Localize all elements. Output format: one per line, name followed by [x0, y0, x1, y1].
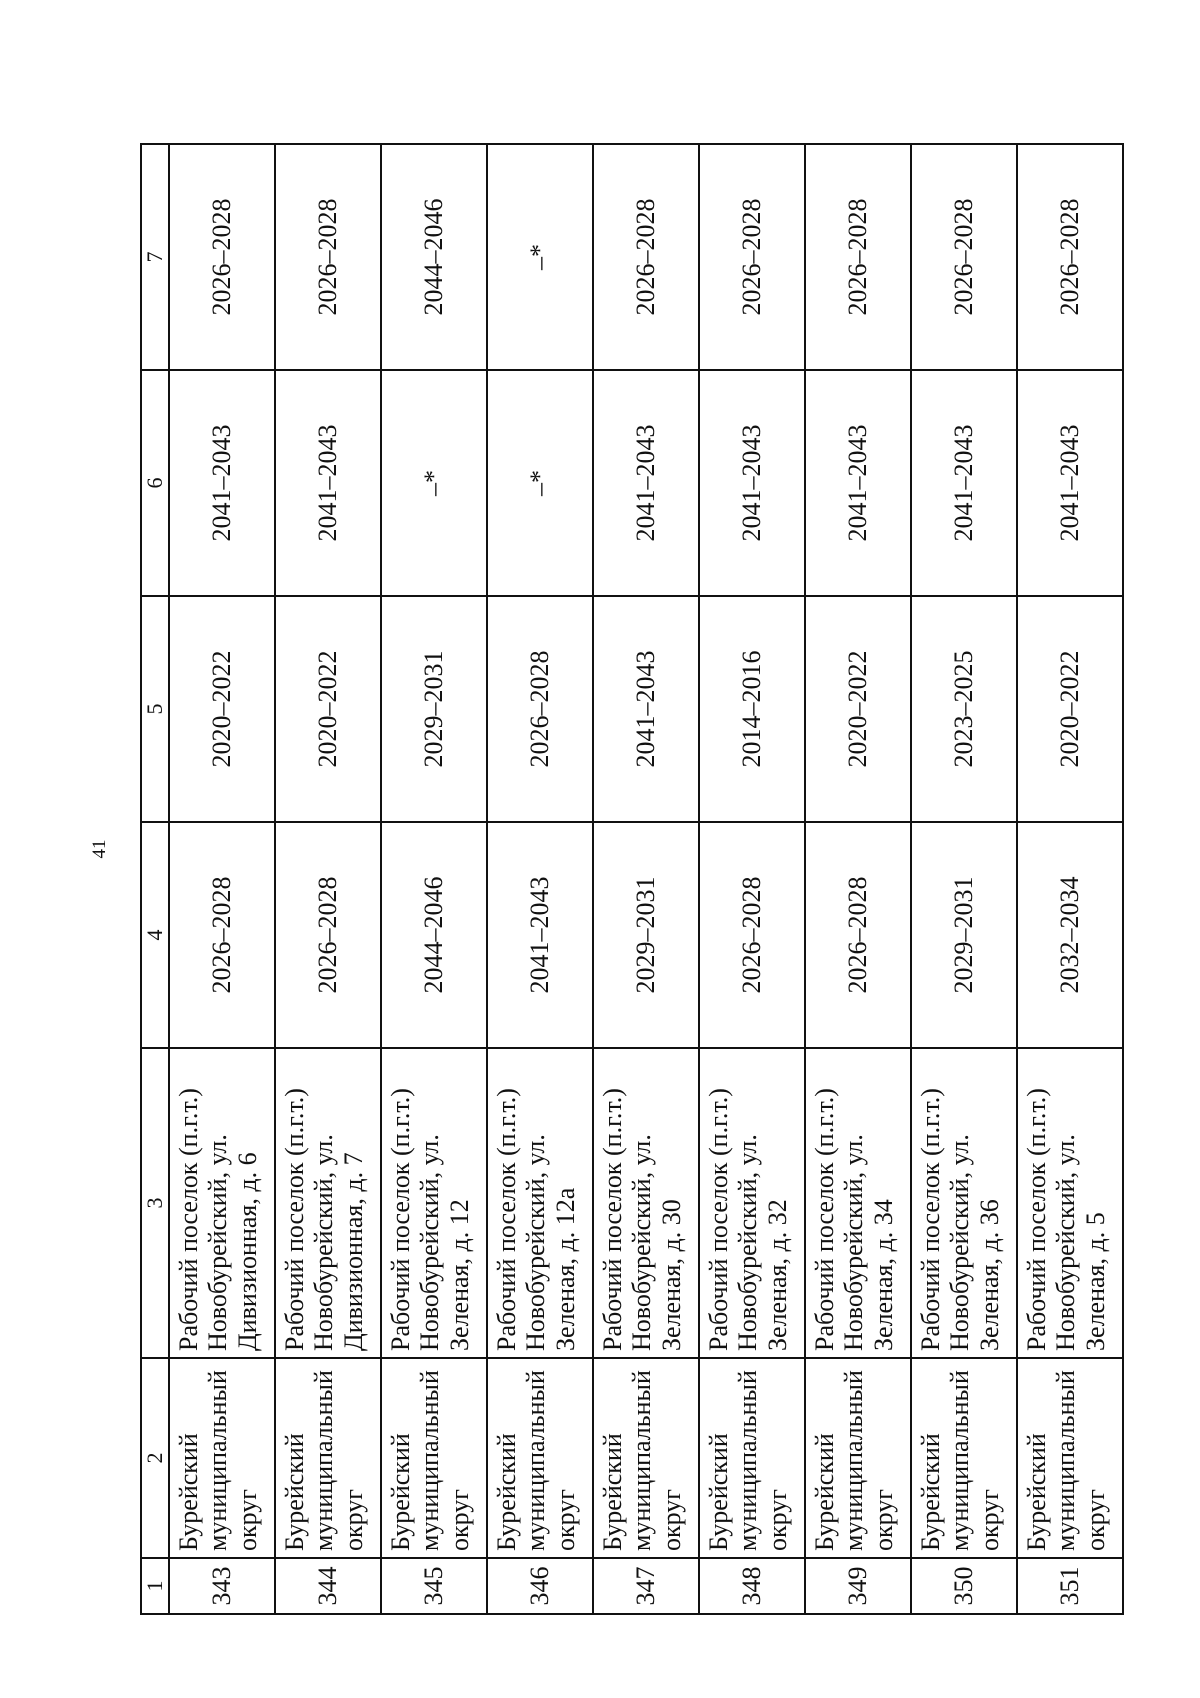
column-header: 2 [141, 1358, 169, 1558]
table-row [1017, 144, 1123, 1614]
cell-address: Рабочий поселок (п.г.т.) Новобурейский, ул. Зеленая, д. 30 [593, 1048, 699, 1358]
cell-address: Рабочий поселок (п.г.т.) Новобурейский, ул. Зеленая, д. 12а [487, 1048, 593, 1358]
table-body [169, 144, 1123, 1614]
cell-row-number: 348 [699, 1558, 805, 1614]
table-row [275, 144, 381, 1614]
cell-period-col-4: 2044–2046 [381, 822, 487, 1048]
cell-district: Бурейский муниципальный округ [911, 1358, 1017, 1558]
column-header: 4 [141, 822, 169, 1048]
cell-district: Бурейский муниципальный округ [275, 1358, 381, 1558]
cell-period-col-7: 2026–2028 [805, 144, 911, 370]
column-header: 1 [141, 1558, 169, 1614]
cell-district: Бурейский муниципальный округ [381, 1358, 487, 1558]
cell-period-col-7: 2026–2028 [911, 144, 1017, 370]
cell-period-col-4: 2041–2043 [487, 822, 593, 1048]
cell-district: Бурейский муниципальный округ [487, 1358, 593, 1558]
table-row [169, 144, 275, 1614]
cell-period-col-5: 2020–2022 [169, 596, 275, 822]
cell-address: Рабочий поселок (п.г.т.) Новобурейский, ул. Дивизионная, д. 7 [275, 1048, 381, 1358]
cell-period-col-6: 2041–2043 [699, 370, 805, 596]
table-row [381, 144, 487, 1614]
cell-period-col-6: 2041–2043 [169, 370, 275, 596]
column-header: 7 [141, 144, 169, 370]
cell-period-col-4: 2026–2028 [699, 822, 805, 1048]
cell-period-col-5: 2014–2016 [699, 596, 805, 822]
cell-period-col-7: –* [487, 144, 593, 370]
cell-period-col-5: 2020–2022 [805, 596, 911, 822]
cell-period-col-6: 2041–2043 [911, 370, 1017, 596]
cell-period-col-5: 2020–2022 [1017, 596, 1123, 822]
page-number: 41 [89, 839, 110, 859]
column-header: 3 [141, 1048, 169, 1358]
cell-period-col-6: –* [381, 370, 487, 596]
cell-period-col-7: 2026–2028 [699, 144, 805, 370]
cell-district: Бурейский муниципальный округ [593, 1358, 699, 1558]
cell-row-number: 345 [381, 1558, 487, 1614]
cell-period-col-5: 2026–2028 [487, 596, 593, 822]
cell-period-col-7: 2026–2028 [593, 144, 699, 370]
cell-row-number: 349 [805, 1558, 911, 1614]
cell-period-col-5: 2041–2043 [593, 596, 699, 822]
column-header: 5 [141, 596, 169, 822]
cell-period-col-4: 2026–2028 [169, 822, 275, 1048]
cell-district: Бурейский муниципальный округ [1017, 1358, 1123, 1558]
cell-period-col-7: 2026–2028 [169, 144, 275, 370]
cell-district: Бурейский муниципальный округ [805, 1358, 911, 1558]
cell-address: Рабочий поселок (п.г.т.) Новобурейский, ул. Зеленая, д. 12 [381, 1048, 487, 1358]
cell-period-col-5: 2029–2031 [381, 596, 487, 822]
cell-period-col-4: 2026–2028 [275, 822, 381, 1048]
cell-row-number: 346 [487, 1558, 593, 1614]
cell-period-col-5: 2020–2022 [275, 596, 381, 822]
cell-row-number: 344 [275, 1558, 381, 1614]
housing-repair-schedule-table [140, 143, 1124, 1615]
table-row [805, 144, 911, 1614]
table-row [911, 144, 1017, 1614]
cell-period-col-7: 2026–2028 [275, 144, 381, 370]
table-row [593, 144, 699, 1614]
cell-address: Рабочий поселок (п.г.т.) Новобурейский, ул. Зеленая, д. 32 [699, 1048, 805, 1358]
table-row [699, 144, 805, 1614]
cell-period-col-4: 2032–2034 [1017, 822, 1123, 1048]
table-row [487, 144, 593, 1614]
cell-period-col-4: 2029–2031 [911, 822, 1017, 1048]
table-header-row [141, 144, 169, 1614]
cell-period-col-6: 2041–2043 [593, 370, 699, 596]
cell-row-number: 351 [1017, 1558, 1123, 1614]
cell-district: Бурейский муниципальный округ [699, 1358, 805, 1558]
column-header: 6 [141, 370, 169, 596]
cell-period-col-7: 2026–2028 [1017, 144, 1123, 370]
cell-row-number: 347 [593, 1558, 699, 1614]
cell-address: Рабочий поселок (п.г.т.) Новобурейский, ул. Зеленая, д. 34 [805, 1048, 911, 1358]
cell-address: Рабочий поселок (п.г.т.) Новобурейский, ул. Зеленая, д. 36 [911, 1048, 1017, 1358]
cell-period-col-6: –* [487, 370, 593, 596]
cell-period-col-6: 2041–2043 [1017, 370, 1123, 596]
cell-period-col-5: 2023–2025 [911, 596, 1017, 822]
cell-period-col-4: 2029–2031 [593, 822, 699, 1048]
cell-row-number: 343 [169, 1558, 275, 1614]
cell-period-col-6: 2041–2043 [805, 370, 911, 596]
rotated-table-container [140, 145, 1110, 1615]
cell-row-number: 350 [911, 1558, 1017, 1614]
cell-address: Рабочий поселок (п.г.т.) Новобурейский, ул. Зеленая, д. 5 [1017, 1048, 1123, 1358]
cell-period-col-6: 2041–2043 [275, 370, 381, 596]
cell-district: Бурейский муниципальный округ [169, 1358, 275, 1558]
cell-period-col-7: 2044–2046 [381, 144, 487, 370]
cell-address: Рабочий поселок (п.г.т.) Новобурейский, ул. Дивизионная, д. 6 [169, 1048, 275, 1358]
cell-period-col-4: 2026–2028 [805, 822, 911, 1048]
